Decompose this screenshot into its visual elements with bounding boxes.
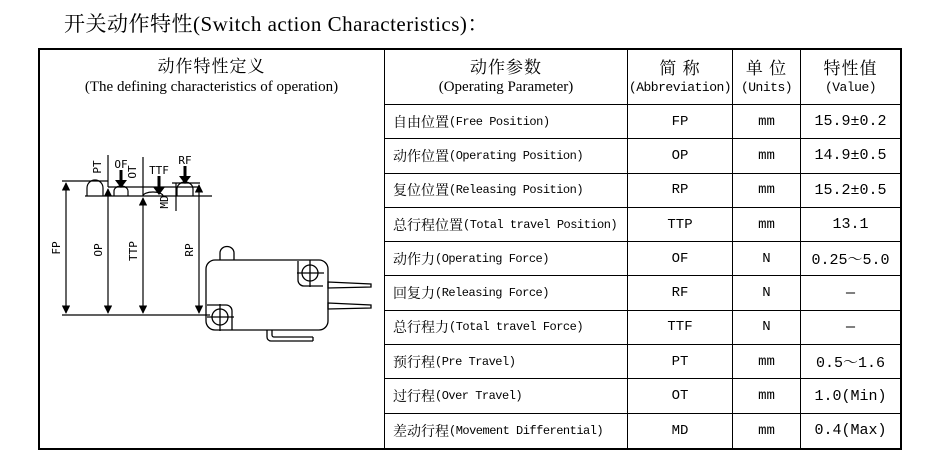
col-header-parameter-zh: 动作参数 — [470, 58, 542, 77]
parameter-zh: 自由位置 — [393, 115, 449, 131]
table-row-value-cell: — — [801, 276, 900, 310]
dim-label-ttp: TTP — [127, 241, 140, 261]
table-row-value-cell: 15.9±0.2 — [801, 105, 900, 139]
table-row-parameter-cell — [385, 311, 628, 345]
table-row-value-cell: 15.2±0.5 — [801, 174, 900, 208]
dim-label-of: OF — [114, 158, 128, 171]
table-row-abbreviation-cell: RP — [628, 174, 733, 208]
table-row-abbreviation-cell: OP — [628, 139, 733, 173]
table-row-unit-cell: N — [733, 311, 801, 345]
col-header-parameter — [385, 50, 628, 105]
table-row-abbreviation-cell: MD — [628, 414, 733, 448]
parameter-en: (Movement Differential) — [449, 423, 604, 438]
col-header-units-en: (Units) — [740, 79, 793, 95]
diagram-cell — [40, 50, 385, 448]
parameter-zh: 预行程 — [393, 355, 435, 371]
parameter-en: (Over Travel) — [435, 389, 523, 404]
table-row-value-cell: 1.0(Min) — [801, 379, 900, 413]
table-row-abbreviation-cell: RF — [628, 276, 733, 310]
table-row-parameter-cell — [385, 414, 628, 448]
table-row-parameter-cell — [385, 139, 628, 173]
col-header-value-en: (Value) — [824, 79, 877, 95]
col-header-definition-en: (The defining characteristics of operation) — [84, 78, 339, 95]
col-header-abbreviation — [628, 50, 733, 105]
table-row-abbreviation-cell: FP — [628, 105, 733, 139]
parameter-zh: 过行程 — [393, 390, 435, 406]
parameter-zh: 复位位置 — [393, 184, 449, 200]
page-title: 开关动作特性(Switch action Characteristics)： — [64, 12, 489, 36]
col-header-abbreviation-en: (Abbreviation) — [628, 79, 732, 95]
parameter-zh: 动作力 — [393, 252, 435, 268]
table-row-parameter-cell — [385, 242, 628, 276]
parameter-en: (Pre Travel) — [435, 354, 516, 369]
dim-label-rf: RF — [178, 154, 192, 167]
table-row-value-cell: 14.9±0.5 — [801, 139, 900, 173]
table-row-unit-cell: mm — [733, 345, 801, 379]
table-row-value-cell: 0.25～5.0 — [801, 242, 900, 276]
dim-label-fp: FP — [50, 241, 63, 255]
dim-label-pt: PT — [91, 160, 104, 174]
parameter-zh: 差动行程 — [393, 424, 449, 440]
table-row-abbreviation-cell: OT — [628, 379, 733, 413]
table-row-parameter-cell — [385, 379, 628, 413]
table-row-unit-cell: N — [733, 242, 801, 276]
table-row-value-cell: 13.1 — [801, 208, 900, 242]
parameter-zh: 回复力 — [393, 287, 435, 303]
parameter-zh: 动作位置 — [393, 149, 449, 165]
col-header-parameter-en: (Operating Parameter) — [438, 79, 574, 96]
parameter-en: (Total travel Force) — [449, 320, 584, 335]
parameter-zh: 总行程力 — [393, 321, 449, 337]
dim-label-ttf: TTF — [149, 164, 169, 177]
table-row-value-cell: 0.5～1.6 — [801, 345, 900, 379]
switch-travel-diagram — [40, 50, 384, 446]
characteristics-table — [38, 48, 902, 450]
table-row-unit-cell: mm — [733, 414, 801, 448]
table-row-value-cell: — — [801, 311, 900, 345]
parameter-en: (Operating Force) — [435, 251, 549, 266]
table-row-unit-cell: mm — [733, 174, 801, 208]
col-header-definition — [40, 50, 383, 103]
dim-label-op: OP — [92, 243, 105, 257]
col-header-units-zh: 单 位 — [745, 59, 788, 79]
parameter-en: (Free Position) — [449, 114, 550, 129]
table-row-parameter-cell — [385, 208, 628, 242]
table-row-unit-cell: N — [733, 276, 801, 310]
table-row-value-cell: 0.4(Max) — [814, 422, 887, 440]
table-row-unit-cell: mm — [733, 105, 801, 139]
table-row-abbreviation-cell: PT — [628, 345, 733, 379]
parameter-en: (Total travel Position) — [463, 217, 618, 232]
table-row-unit-cell: mm — [733, 208, 801, 242]
parameter-en: (Releasing Force) — [435, 286, 549, 301]
parameter-en: (Releasing Position) — [449, 183, 584, 198]
parameter-zh: 总行程位置 — [393, 218, 463, 234]
table-row-unit-cell: mm — [733, 379, 801, 413]
col-header-value — [801, 50, 900, 105]
dim-label-md: MD — [158, 195, 171, 209]
dim-label-rp: RP — [183, 243, 196, 257]
table-row-parameter-cell — [385, 105, 628, 139]
dim-label-ot: OT — [126, 165, 139, 179]
parameter-en: (Operating Position) — [449, 148, 584, 163]
col-header-value-zh: 特性值 — [823, 59, 878, 79]
table-row-parameter-cell — [385, 345, 628, 379]
table-row-parameter-cell — [385, 276, 628, 310]
col-header-abbreviation-zh: 简 称 — [659, 59, 701, 79]
col-header-units — [733, 50, 801, 105]
table-row-parameter-cell — [385, 174, 628, 208]
col-header-definition-zh: 动作特性定义 — [157, 56, 266, 76]
table-row-abbreviation-cell: OF — [628, 242, 733, 276]
table-row-unit-cell: mm — [733, 139, 801, 173]
table-row-abbreviation-cell: TTP — [628, 208, 733, 242]
table-row-abbreviation-cell: TTF — [628, 311, 733, 345]
micro-switch-drawing — [206, 247, 371, 342]
